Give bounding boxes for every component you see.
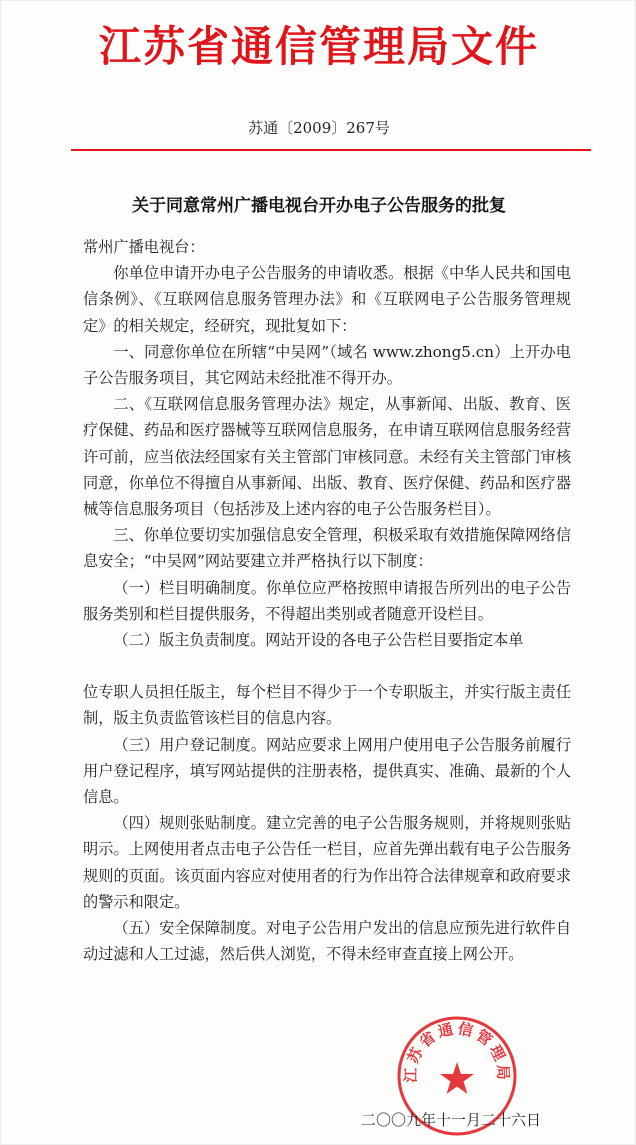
paragraph: （五）安全保障制度。对电子公告用户发出的信息应预先进行软件自动过滤和人工过滤，然后供人浏览，不得未经审查直接上网公开。 (83, 919, 571, 964)
document-date: 二〇〇九年十一月二十六日 (361, 1111, 542, 1129)
document-title: 关于同意常州广播电视台开办电子公告服务的批复 (132, 196, 506, 216)
paragraph: 三、你单位要切实加强信息安全管理，积极采取有效措施保障网络信息安全；“中吴网”网站要建立并严格执行以下制度： (83, 526, 571, 571)
paragraph: 一、同意你单位在所辖“中吴网”（域名 www.zhong5.cn）上开办电子公告服务项目，其它网站未经批准不得开办。 (83, 342, 571, 388)
paragraph: （四）规则张贴制度。建立完善的电子公告服务规则，并将规则张贴明示。上网使用者点击电子公告任一栏目，应首先弹出载有电子公告服务规则的页面。该页面内容应对使用者的行为作出符合法律规章和政府要求的警示和限定。 (83, 814, 571, 911)
paragraph: （二）版主负责制度。网站开设的各电子公告栏目要指定本单 (113, 631, 524, 650)
document-body (83, 234, 571, 967)
document-number: 苏通〔2009〕267号 (248, 119, 390, 137)
paragraph: 你单位申请开办电子公告服务的申请收悉。根据《中华人民共和国电信条例》、《互联网信息服务管理办法》和《互联网电子公告服务管理规定》的相关规定，经研究，现批复如下： (83, 264, 571, 335)
paragraph: （三）用户登记制度。网站应要求上网用户使用电子公告服务前履行用户登记程序，填写网站提供的注册表格，提供真实、准确、最新的个人信息。 (83, 735, 571, 807)
paragraph: 二、《互联网信息服务管理办法》规定，从事新闻、出版、教育、医疗保健、药品和医疗器械等互联网信息服务，在申请互联网信息服务经营许可前，应当依法经国家有关主管部门审核同意。未经有关主管部门审核同意，你单位不得擅自从事新闻、出版、教育、医疗保健、药品和医疗器械等信息服务项目（包括涉及上述内容的电子公告服务栏目）。 (83, 395, 571, 519)
red-divider-line (71, 149, 591, 151)
salutation: 常州广播电视台： (83, 238, 205, 256)
document-header-title: 江苏省通信管理局文件 (98, 22, 539, 71)
seal-text: 江苏省通信管理局 (401, 1019, 513, 1083)
seal-star-icon (440, 1062, 474, 1094)
paragraph: （一）栏目明确制度。你单位应严格按照申请报告所列出的电子公告服务类别和栏目提供服务，不得超出类别或者随意开设栏目。 (83, 578, 571, 623)
paragraph-continued: 位专职人员担任版主，每个栏目不得少于一个专职版主，并实行版主责任制，版主负责监管该栏目的信息内容。 (83, 683, 571, 728)
